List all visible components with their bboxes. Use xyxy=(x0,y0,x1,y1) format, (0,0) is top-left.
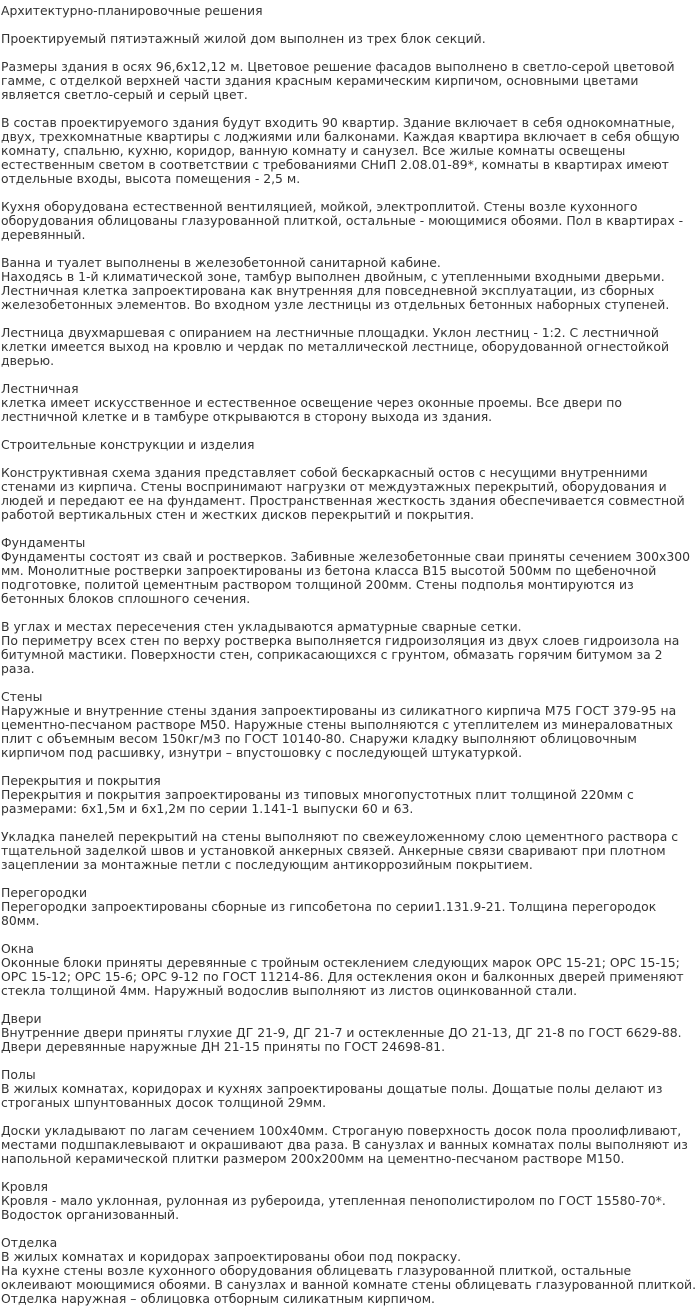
paragraph xyxy=(1,32,698,46)
subsection-walls xyxy=(1,690,698,760)
paragraph-text: Ванна и туалет выполнены в железобетонной санитарной кабине. xyxy=(1,255,441,270)
paragraph-text: Отделка наружная – облицовка отборным силикатным кирпичом. xyxy=(1,1291,435,1306)
paragraph-text: Перекрытия и покрытия запроектированы из типовых многопустотных плит толщиной 220мм с размерами: 6х1,5м и 6х1,2м по серии 1.141-1 выпуски 60 и 63. xyxy=(1,787,634,816)
paragraph-text: Лестничная xyxy=(1,381,79,396)
paragraph-text: В жилых комнатах, коридорах и кухнях запроектированы дощатые полы. Дощатые полы делают из строганых шпунтованных досок толщиной 29мм. xyxy=(1,1081,663,1110)
subsection-title: Окна xyxy=(1,941,34,956)
subsection-title: Отделка xyxy=(1,1235,58,1250)
paragraph-text: клетка имеет искусственное и естественное освещение через оконные проемы. Все двери по лестничной клетке и в тамбуре открываются в сторону выхода из здания. xyxy=(1,395,622,424)
paragraph xyxy=(1,1124,698,1166)
subsection-title: Стены xyxy=(1,689,43,704)
paragraph-text: Перегородки запроектированы сборные из гипсобетона по серии1.131.9-21. Толщина перегородок 80мм. xyxy=(1,899,657,928)
paragraph-text: Водосток организованный. xyxy=(1,1207,180,1222)
paragraph xyxy=(1,620,698,676)
subsection-title: Фундаменты xyxy=(1,535,86,550)
subsection-windows xyxy=(1,942,698,998)
subsection-partitions xyxy=(1,886,698,928)
subsection-finishing xyxy=(1,1236,698,1306)
paragraph xyxy=(1,256,698,312)
paragraph-text: Находясь в 1-й климатической зоне, тамбур выполнен двойным, с утепленными входными дверьми. Лестничная клетка запроектирована как внутренняя для повседневной эксплуатации, из сборных железобетонных элементов. Во входном узле лестницы из отдельных бетонных наборных ступеней. xyxy=(1,269,670,312)
subsection-title: Полы xyxy=(1,1067,36,1082)
paragraph xyxy=(1,326,698,368)
subsection-slabs xyxy=(1,774,698,816)
subsection-title: Кровля xyxy=(1,1179,48,1194)
paragraph-text: На кухне стены возле кухонного оборудования облицевать глазурованной плиткой, остальные оклеивают моющимися обоями. В санузлах и ванной комнате стены облицевать глазурованной плиткой. xyxy=(1,1263,697,1292)
paragraph-text: Конструктивная схема здания представляет собой бескаркасный остов с несущими внутренними стенами из кирпича. Стены воспринимают нагрузки от междуэтажных перекрытий, оборудования и людей и передают ее на фундамент. Пространственная жесткость здания обеспечивается совместной работой вертикальных стен и жестких дисков перекрытий и покрытия. xyxy=(1,465,685,522)
paragraph xyxy=(1,382,698,424)
paragraph-text: Размеры здания в осях 96,6х12,12 м. Цветовое решение фасадов выполнено в светло-серой цветовой гамме, с отделкой верхней части здания красным керамическим кирпичом, основными цветами является светло-серый и серый цвет. xyxy=(1,59,675,102)
paragraph-text: В жилых комнатах и коридорах запроектированы обои под покраску. xyxy=(1,1249,462,1264)
paragraph-text: Лестница двухмаршевая с опиранием на лестничные площадки. Уклон лестниц - 1:2. С лестничной клетки имеется выход на кровлю и чердак по металлической лестнице, оборудованной огнестойкой дверью. xyxy=(1,325,670,368)
paragraph-text: Кухня оборудована естественной вентиляцией, мойкой, электроплитой. Стены возле кухонного оборудования облицованы глазурованной плиткой, остальные - моющимися обоями. Пол в квартирах - деревянный. xyxy=(1,199,684,242)
section-heading xyxy=(1,438,698,452)
heading-structures: Строительные конструкции и изделия xyxy=(1,437,255,452)
paragraph-text: По периметру всех стен по верху ростверка выполняется гидроизоляция из двух слоев гидроизола на битумной мастики. Поверхности стен, соприкасающихся с грунтом, обмазать горячим битумом за 2 раза. xyxy=(1,633,680,676)
subsection-foundations xyxy=(1,536,698,606)
subsection-doors xyxy=(1,1012,698,1054)
paragraph-text: В углах и местах пересечения стен укладываются арматурные сварные сетки. xyxy=(1,619,522,634)
heading-architecture: Архитектурно-планировочные решения xyxy=(1,3,263,18)
paragraph-text: В состав проектируемого здания будут входить 90 квартир. Здание включает в себя однокомнатные, двух, трехкомнатные квартиры с лоджиями или балконами. Каждая квартира включает в себя общую комнату, спальню, кухню, коридор, ванную комнату и санузел. Все жилые комнаты освещены естественным светом в соответствии с требованиями СНиП 2.08.01-89*, комнаты в квартирах имеют отдельные входы, высота помещения - 2,5 м. xyxy=(1,115,680,186)
paragraph xyxy=(1,466,698,522)
subsection-title: Перегородки xyxy=(1,885,88,900)
section-heading xyxy=(1,4,698,18)
paragraph-text: Доски укладывают по лагам сечением 100х40мм. Строганую поверхность досок пола проолифливают, местами подшпаклевывают и окрашивают два раза. В санузлах и ванных комнатах полы выполняют из напольной керамической плитки размером 200х200мм на цементно-песчаном растворе М150. xyxy=(1,1123,688,1166)
paragraph-text: Укладка панелей перекрытий на стены выполняют по свежеуложенному слою цементного раствора с тщательной заделкой швов и установкой анкерных связей. Анкерные связи сваривают при плотном зацеплении за монтажные петли с последующим антикоррозийным покрытием. xyxy=(1,829,679,872)
paragraph xyxy=(1,60,698,102)
paragraph-text: Оконные блоки приняты деревянные с тройным остеклением следующих марок ОРС 15-21; ОРС 15-15; ОРС 15-12; ОРС 15-6; ОРС 9-12 по ГОСТ 11214-86. Для остекления окон и балконных дверей применяют стекла толщиной 4мм. Наружный водослив выполняют из листов оцинкованной стали. xyxy=(1,955,684,998)
paragraph-text: Кровля - мало уклонная, рулонная из рубероида, утепленная пенополистиролом по ГОСТ 15580-70*. xyxy=(1,1193,666,1208)
paragraph-text: Фундаменты состоят из свай и ростверков. Забивные железобетонные сваи приняты сечением 300х300 мм. Монолитные ростверки запроектированы из бетона класса В15 высотой 500мм по щебеночной подготовке, политой цементным раствором толщиной 200мм. Стены подполья монтируются из бетонных блоков сплошного сечения. xyxy=(1,549,691,606)
subsection-roof xyxy=(1,1180,698,1222)
paragraph xyxy=(1,200,698,242)
paragraph xyxy=(1,830,698,872)
subsection-floors xyxy=(1,1068,698,1110)
paragraph xyxy=(1,116,698,186)
paragraph-text: Проектируемый пятиэтажный жилой дом выполнен из трех блок секций. xyxy=(1,31,486,46)
paragraph-text: Внутренние двери приняты глухие ДГ 21-9, ДГ 21-7 и остекленные ДО 21-13, ДГ 21-8 по ГОСТ 6629-88. Двери деревянные наружные ДН 21-15 приняты по ГОСТ 24698-81. xyxy=(1,1025,682,1054)
paragraph-text: Наружные и внутренние стены здания запроектированы из силикатного кирпича М75 ГОСТ 379-95 на цементно-песчаном растворе М50. Наружные стены выполняются с утеплителем из минераловатных плит с объемным весом 150кг/м3 по ГОСТ 10140-80. Снаружи кладку выполняют облицовочным кирпичом под расшивку, изнутри – впустошовку с последующей штукатуркой. xyxy=(1,703,677,760)
subsection-title: Перекрытия и покрытия xyxy=(1,773,161,788)
subsection-title: Двери xyxy=(1,1011,42,1026)
